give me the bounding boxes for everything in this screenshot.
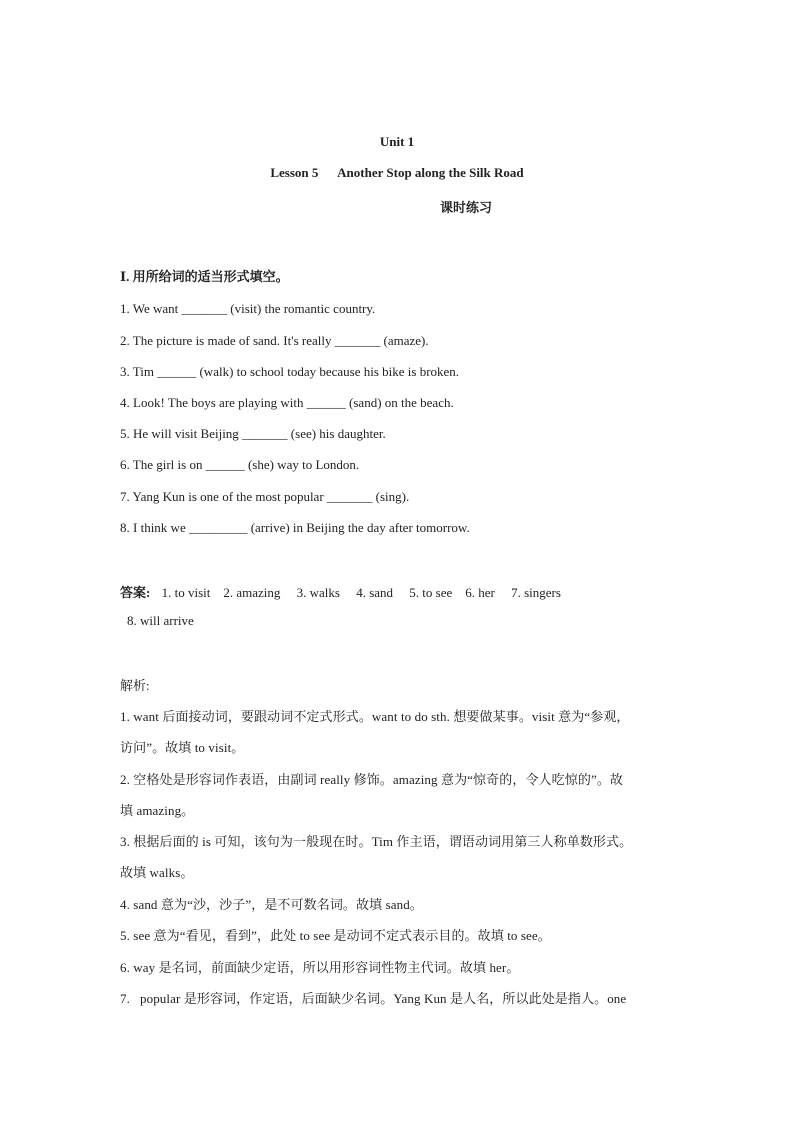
answers-label: 答案: <box>120 585 151 600</box>
question-5: 5. He will visit Beijing _______ (see) his daughter. <box>120 426 386 441</box>
section-title: Ⅰ. 用所给词的适当形式填空。 <box>120 269 289 284</box>
explanation-line: 访问”。故填 to visit。 <box>120 740 245 755</box>
answers-list: 1. to visit 2. amazing 3. walks 4. sand 5. to see 6. her 7. singers <box>161 585 561 600</box>
explanation-line: 4. sand 意为“沙，沙子”，是不可数名词。故填 sand。 <box>120 897 423 912</box>
subtitle: 课时练习 <box>440 200 493 215</box>
question-6: 6. The girl is on ______ (she) way to London. <box>120 457 360 472</box>
explanation-line: 故填 walks。 <box>120 865 194 880</box>
question-2: 2. The picture is made of sand. It's really _______ (amaze). <box>120 333 429 348</box>
explanation-line: 5. see 意为“看见，看到”，此处 to see 是动词不定式表示目的。故填 to see。 <box>120 928 551 943</box>
question-8: 8. I think we _________ (arrive) in Beijing the day after tomorrow. <box>120 520 470 535</box>
unit-title: Unit 1 <box>379 134 415 149</box>
explanation-line: 6. way 是名词，前面缺少定语，所以用形容词性物主代词。故填 her。 <box>120 960 520 975</box>
explanation-line: 1. want 后面接动词，要跟动词不定式形式。want to do sth. 想要做某事。visit 意为“参观， <box>120 709 630 724</box>
explanation-line: 填 amazing。 <box>120 803 195 818</box>
answers-line-1 <box>120 582 561 601</box>
question-4: 4. Look! The boys are playing with ______ (sand) on the beach. <box>120 395 454 410</box>
explanation-line: 3. 根据后面的 is 可知，该句为一般现在时。Tim 作主语，谓语动词用第三人称单数形式。 <box>120 834 633 849</box>
question-1: 1. We want _______ (visit) the romantic country. <box>120 301 376 316</box>
answers-line-2: 8. will arrive <box>127 613 194 628</box>
lesson-title: Lesson 5 Another Stop along the Silk Road <box>270 165 524 180</box>
question-3: 3. Tim ______ (walk) to school today because his bike is broken. <box>120 364 460 379</box>
explanation-line: 2. 空格处是形容词作表语，由副词 really 修饰。amazing 意为“惊奇的，令人吃惊的”。故 <box>120 772 624 787</box>
question-7: 7. Yang Kun is one of the most popular _______ (sing). <box>120 489 410 504</box>
explanation-line: 7. popular 是形容词，作定语，后面缺少名词。Yang Kun 是人名，所以此处是指人。one <box>120 991 627 1006</box>
explanation-label: 解析: <box>120 678 150 693</box>
